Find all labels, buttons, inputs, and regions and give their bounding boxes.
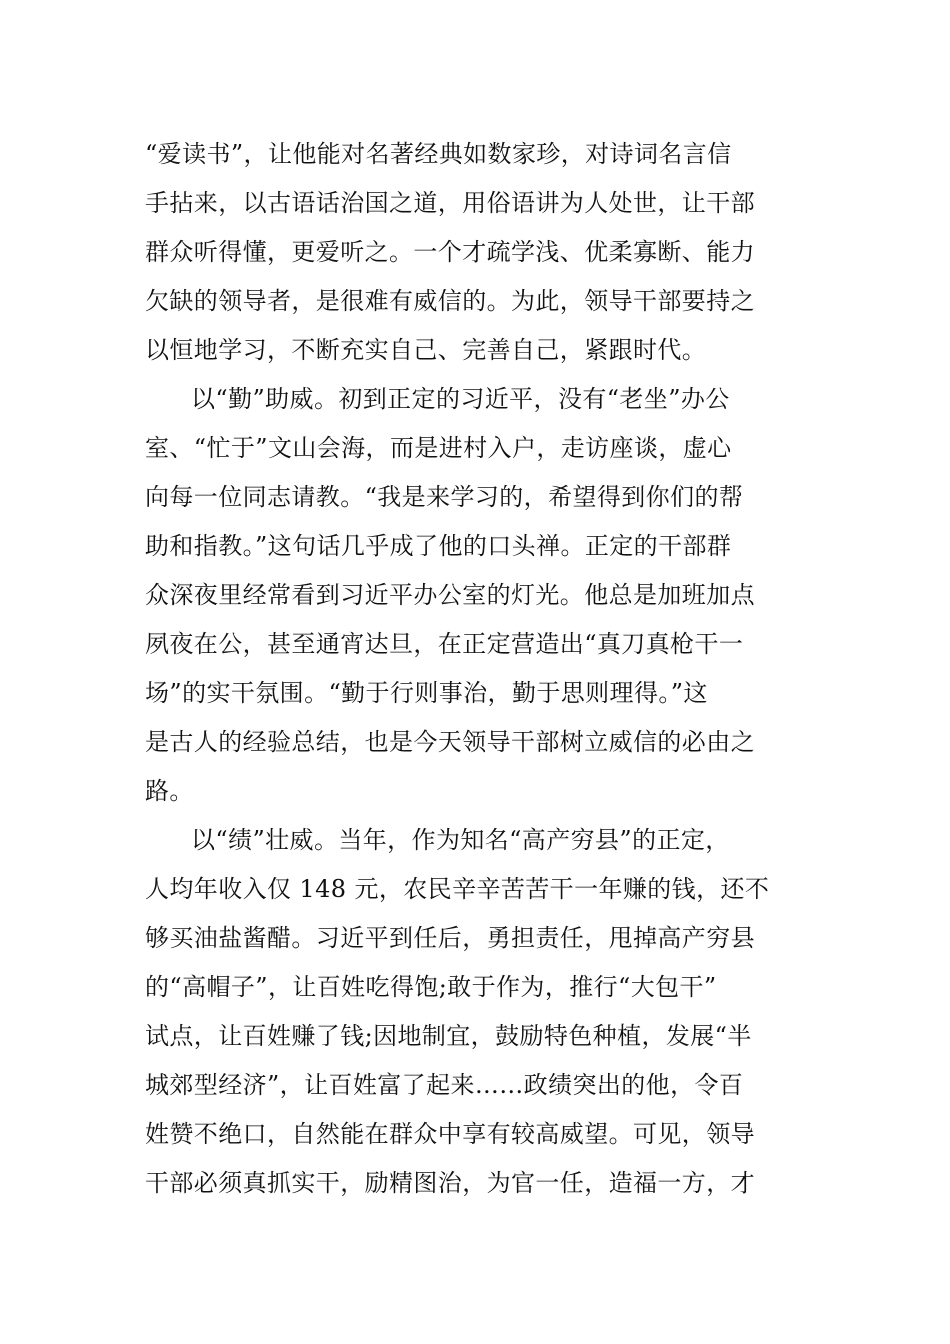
text-line: 群众听得懂，更爱听之。一个才疏学浅、优柔寡断、能力 xyxy=(145,238,755,266)
text-line: 室、“忙于”文山会海，而是进村入户，走访座谈，虚心 xyxy=(145,434,732,462)
text-line: 夙夜在公，甚至通宵达旦，在正定营造出“真刀真枪干一 xyxy=(145,630,744,658)
text-line: 向每一位同志请教。“我是来学习的，希望得到你们的帮 xyxy=(145,483,744,511)
text-line: 干部必须真抓实干，励精图治，为官一任，造福一方，才 xyxy=(145,1169,755,1197)
text-line: 以恒地学习，不断充实自己、完善自己，紧跟时代。 xyxy=(145,336,707,364)
text-line: 姓赞不绝口，自然能在群众中享有较高威望。可见，领导 xyxy=(145,1120,755,1148)
text-line: 场”的实干氛围。“勤于行则事治，勤于思则理得。”这 xyxy=(145,679,708,707)
paragraph-3 xyxy=(145,816,810,1208)
text-line: 够买油盐酱醋。习近平到任后，勇担责任，甩掉高产穷县 xyxy=(145,924,755,952)
text-line: 众深夜里经常看到习近平办公室的灯光。他总是加班加点 xyxy=(145,581,755,609)
text-line: 手拈来，以古语话治国之道，用俗语讲为人处世，让干部 xyxy=(145,189,755,217)
text-line: 的“高帽子”，让百姓吃得饱;敢于作为，推行“大包干” xyxy=(145,973,717,1001)
paragraph-1 xyxy=(145,130,810,375)
text-line: 试点，让百姓赚了钱;因地制宜，鼓励特色种植，发展“半 xyxy=(145,1022,752,1050)
paragraph-2 xyxy=(145,375,810,816)
document-body xyxy=(145,130,810,1208)
text-line: 以“绩”壮威。当年，作为知名“高产穷县”的正定， xyxy=(191,826,730,854)
text-line: 人均年收入仅 148 元，农民辛辛苦苦干一年赚的钱，还不 xyxy=(145,875,770,903)
text-line: 以“勤”助威。初到正定的习近平，没有“老坐”办公 xyxy=(191,385,730,413)
text-line: 助和指教。”这句话几乎成了他的口头禅。正定的干部群 xyxy=(145,532,732,560)
text-line: “爱读书”，让他能对名著经典如数家珍，对诗词名言信 xyxy=(145,140,732,168)
text-line: 欠缺的领导者，是很难有威信的。为此，领导干部要持之 xyxy=(145,287,755,315)
text-line: 是古人的经验总结，也是今天领导干部树立威信的必由之 xyxy=(145,728,755,756)
text-line: 城郊型经济”，让百姓富了起来……政绩突出的他，令百 xyxy=(145,1071,744,1099)
text-line: 路。 xyxy=(145,777,194,805)
